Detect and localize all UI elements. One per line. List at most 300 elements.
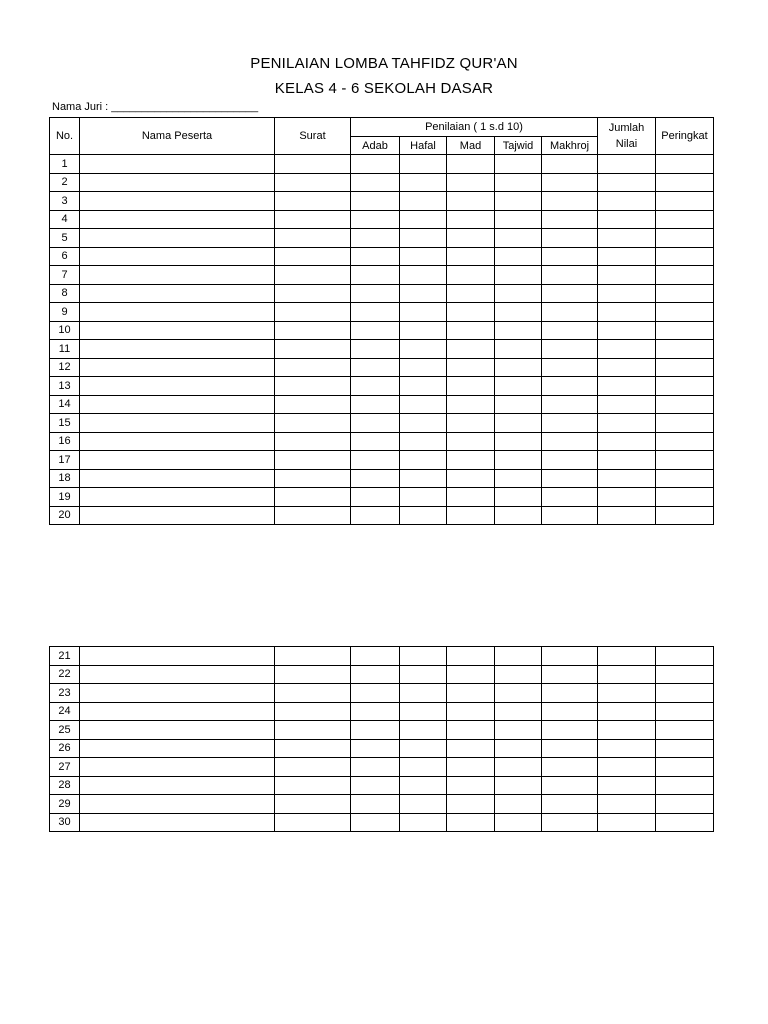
score-cell[interactable] (275, 795, 351, 814)
score-cell[interactable] (542, 414, 598, 433)
score-cell[interactable] (275, 665, 351, 684)
score-cell[interactable] (447, 795, 495, 814)
score-cell[interactable] (400, 377, 447, 396)
score-cell[interactable] (495, 321, 542, 340)
score-cell[interactable] (400, 340, 447, 359)
table-row (50, 414, 714, 433)
score-cell[interactable] (598, 192, 656, 211)
score-cell[interactable] (495, 684, 542, 703)
score-cell[interactable] (598, 813, 656, 832)
score-cell[interactable] (400, 776, 447, 795)
score-table-continued (49, 646, 714, 832)
score-cell[interactable] (351, 340, 400, 359)
score-cell[interactable] (400, 414, 447, 433)
score-cell[interactable] (275, 247, 351, 266)
score-cell[interactable] (542, 395, 598, 414)
table-row (50, 721, 714, 740)
score-cell[interactable] (275, 377, 351, 396)
score-cell[interactable] (542, 702, 598, 721)
score-cell[interactable] (351, 776, 400, 795)
score-cell[interactable] (80, 321, 275, 340)
table-row (50, 340, 714, 359)
score-cell[interactable] (542, 210, 598, 229)
score-cell[interactable] (447, 321, 495, 340)
row-number: 5 (50, 229, 80, 248)
score-cell[interactable] (351, 358, 400, 377)
score-cell[interactable] (351, 469, 400, 488)
score-cell[interactable] (275, 469, 351, 488)
score-cell[interactable] (598, 647, 656, 666)
score-cell[interactable] (351, 395, 400, 414)
score-cell[interactable] (400, 210, 447, 229)
score-cell[interactable] (542, 303, 598, 322)
score-cell[interactable] (275, 358, 351, 377)
score-cell[interactable] (275, 758, 351, 777)
table-row (50, 358, 714, 377)
score-cell[interactable] (656, 469, 714, 488)
score-cell[interactable] (275, 229, 351, 248)
score-cell[interactable] (598, 247, 656, 266)
score-cell[interactable] (351, 647, 400, 666)
score-cell[interactable] (351, 192, 400, 211)
score-cell[interactable] (400, 321, 447, 340)
table-row (50, 776, 714, 795)
score-cell[interactable] (447, 776, 495, 795)
score-cell[interactable] (656, 210, 714, 229)
score-cell[interactable] (656, 506, 714, 525)
score-cell[interactable] (495, 229, 542, 248)
score-cell[interactable] (351, 414, 400, 433)
score-cell[interactable] (447, 395, 495, 414)
score-cell[interactable] (656, 266, 714, 285)
score-cell[interactable] (80, 432, 275, 451)
table-row (50, 229, 714, 248)
score-cell[interactable] (447, 229, 495, 248)
score-cell[interactable] (447, 377, 495, 396)
score-cell[interactable] (80, 229, 275, 248)
row-number: 24 (50, 702, 80, 721)
score-cell[interactable] (598, 665, 656, 684)
score-cell[interactable] (598, 395, 656, 414)
score-cell[interactable] (542, 647, 598, 666)
score-cell[interactable] (542, 155, 598, 174)
score-cell[interactable] (542, 266, 598, 285)
score-cell[interactable] (447, 665, 495, 684)
table-row (50, 665, 714, 684)
score-cell[interactable] (80, 451, 275, 470)
score-cell[interactable] (80, 173, 275, 192)
score-cell[interactable] (351, 284, 400, 303)
score-cell[interactable] (400, 684, 447, 703)
score-cell[interactable] (656, 395, 714, 414)
score-cell[interactable] (275, 173, 351, 192)
score-cell[interactable] (542, 684, 598, 703)
score-cell[interactable] (598, 795, 656, 814)
score-cell[interactable] (542, 721, 598, 740)
score-cell[interactable] (447, 266, 495, 285)
score-cell[interactable] (400, 266, 447, 285)
score-cell[interactable] (542, 173, 598, 192)
score-cell[interactable] (275, 702, 351, 721)
score-cell[interactable] (351, 229, 400, 248)
score-cell[interactable] (495, 451, 542, 470)
score-cell[interactable] (447, 451, 495, 470)
score-cell[interactable] (447, 414, 495, 433)
score-cell[interactable] (447, 813, 495, 832)
score-cell[interactable] (447, 758, 495, 777)
score-cell[interactable] (351, 210, 400, 229)
score-cell[interactable] (400, 229, 447, 248)
score-cell[interactable] (80, 739, 275, 758)
score-cell[interactable] (495, 795, 542, 814)
score-cell[interactable] (447, 155, 495, 174)
score-cell[interactable] (542, 358, 598, 377)
row-number: 7 (50, 266, 80, 285)
header-tajwid: Tajwid (495, 137, 542, 155)
score-cell[interactable] (447, 739, 495, 758)
score-cell[interactable] (351, 321, 400, 340)
score-cell[interactable] (598, 414, 656, 433)
score-cell[interactable] (495, 192, 542, 211)
header-no: No. (50, 118, 80, 155)
score-cell[interactable] (495, 395, 542, 414)
score-cell[interactable] (80, 155, 275, 174)
table-row (50, 758, 714, 777)
score-cell[interactable] (598, 776, 656, 795)
score-cell[interactable] (351, 795, 400, 814)
score-cell[interactable] (495, 432, 542, 451)
score-cell[interactable] (80, 303, 275, 322)
score-cell[interactable] (542, 432, 598, 451)
score-cell[interactable] (656, 377, 714, 396)
score-cell[interactable] (447, 210, 495, 229)
score-cell[interactable] (495, 702, 542, 721)
score-cell[interactable] (598, 758, 656, 777)
score-cell[interactable] (400, 488, 447, 507)
score-cell[interactable] (495, 739, 542, 758)
score-cell[interactable] (598, 358, 656, 377)
score-cell[interactable] (80, 414, 275, 433)
score-cell[interactable] (656, 192, 714, 211)
score-cell[interactable] (351, 247, 400, 266)
score-cell[interactable] (400, 665, 447, 684)
score-cell[interactable] (80, 488, 275, 507)
table-row (50, 647, 714, 666)
score-cell[interactable] (495, 358, 542, 377)
score-cell[interactable] (80, 340, 275, 359)
score-cell[interactable] (80, 506, 275, 525)
score-cell[interactable] (351, 303, 400, 322)
score-cell[interactable] (656, 702, 714, 721)
score-cell[interactable] (400, 451, 447, 470)
score-cell[interactable] (656, 340, 714, 359)
score-cell[interactable] (495, 266, 542, 285)
score-cell[interactable] (598, 702, 656, 721)
score-cell[interactable] (275, 210, 351, 229)
score-cell[interactable] (495, 647, 542, 666)
row-number: 4 (50, 210, 80, 229)
score-cell[interactable] (275, 506, 351, 525)
score-cell[interactable] (542, 229, 598, 248)
score-cell[interactable] (80, 266, 275, 285)
score-cell[interactable] (400, 758, 447, 777)
row-number: 6 (50, 247, 80, 266)
score-cell[interactable] (656, 739, 714, 758)
score-cell[interactable] (542, 451, 598, 470)
score-cell[interactable] (656, 776, 714, 795)
score-cell[interactable] (598, 377, 656, 396)
score-cell[interactable] (400, 647, 447, 666)
score-cell[interactable] (542, 665, 598, 684)
score-cell[interactable] (275, 647, 351, 666)
score-cell[interactable] (656, 321, 714, 340)
score-cell[interactable] (80, 247, 275, 266)
score-cell[interactable] (598, 229, 656, 248)
score-cell[interactable] (598, 173, 656, 192)
table-row (50, 377, 714, 396)
score-cell[interactable] (400, 469, 447, 488)
score-cell[interactable] (351, 432, 400, 451)
score-cell[interactable] (495, 469, 542, 488)
score-cell[interactable] (351, 813, 400, 832)
score-cell[interactable] (598, 284, 656, 303)
score-cell[interactable] (351, 702, 400, 721)
score-cell[interactable] (80, 776, 275, 795)
score-cell[interactable] (656, 684, 714, 703)
score-cell[interactable] (656, 173, 714, 192)
score-cell[interactable] (495, 758, 542, 777)
score-cell[interactable] (656, 647, 714, 666)
score-cell[interactable] (447, 303, 495, 322)
score-cell[interactable] (447, 506, 495, 525)
score-cell[interactable] (447, 340, 495, 359)
score-cell[interactable] (275, 488, 351, 507)
score-cell[interactable] (598, 684, 656, 703)
score-cell[interactable] (400, 739, 447, 758)
score-cell[interactable] (447, 432, 495, 451)
score-cell[interactable] (80, 192, 275, 211)
header-jumlah-line1: Jumlah (608, 122, 645, 134)
score-cell[interactable] (447, 469, 495, 488)
header-jumlah-line2: Nilai (615, 138, 638, 150)
score-cell[interactable] (351, 758, 400, 777)
score-cell[interactable] (656, 665, 714, 684)
score-cell[interactable] (598, 721, 656, 740)
score-cell[interactable] (80, 469, 275, 488)
score-cell[interactable] (275, 813, 351, 832)
table-row (50, 247, 714, 266)
score-cell[interactable] (598, 303, 656, 322)
score-cell[interactable] (495, 377, 542, 396)
score-cell[interactable] (400, 432, 447, 451)
score-cell[interactable] (275, 721, 351, 740)
score-cell[interactable] (656, 432, 714, 451)
row-number: 19 (50, 488, 80, 507)
score-cell[interactable] (598, 739, 656, 758)
score-cell[interactable] (80, 377, 275, 396)
score-cell[interactable] (447, 358, 495, 377)
row-number: 23 (50, 684, 80, 703)
row-number: 3 (50, 192, 80, 211)
score-cell[interactable] (351, 155, 400, 174)
score-cell[interactable] (656, 247, 714, 266)
table-row (50, 684, 714, 703)
score-cell[interactable] (598, 451, 656, 470)
score-cell[interactable] (598, 321, 656, 340)
score-cell[interactable] (656, 229, 714, 248)
score-cell[interactable] (447, 721, 495, 740)
score-cell[interactable] (656, 358, 714, 377)
score-cell[interactable] (447, 647, 495, 666)
score-cell[interactable] (598, 488, 656, 507)
score-cell[interactable] (351, 506, 400, 525)
score-cell[interactable] (275, 684, 351, 703)
score-cell[interactable] (542, 377, 598, 396)
score-cell[interactable] (542, 488, 598, 507)
score-cell[interactable] (495, 284, 542, 303)
row-number: 11 (50, 340, 80, 359)
score-cell[interactable] (351, 684, 400, 703)
score-cell[interactable] (495, 173, 542, 192)
score-cell[interactable] (447, 684, 495, 703)
score-cell[interactable] (656, 414, 714, 433)
score-cell[interactable] (598, 340, 656, 359)
score-cell[interactable] (80, 358, 275, 377)
score-cell[interactable] (495, 340, 542, 359)
score-cell[interactable] (275, 395, 351, 414)
score-cell[interactable] (495, 813, 542, 832)
score-cell[interactable] (495, 247, 542, 266)
score-cell[interactable] (275, 284, 351, 303)
score-cell[interactable] (80, 758, 275, 777)
score-cell[interactable] (542, 340, 598, 359)
score-cell[interactable] (495, 414, 542, 433)
score-cell[interactable] (275, 155, 351, 174)
score-cell[interactable] (542, 739, 598, 758)
score-cell[interactable] (400, 506, 447, 525)
score-cell[interactable] (80, 684, 275, 703)
score-cell[interactable] (275, 321, 351, 340)
score-cell[interactable] (400, 192, 447, 211)
score-cell[interactable] (275, 776, 351, 795)
score-cell[interactable] (80, 795, 275, 814)
score-cell[interactable] (400, 702, 447, 721)
score-cell[interactable] (447, 192, 495, 211)
score-cell[interactable] (80, 813, 275, 832)
score-cell[interactable] (400, 395, 447, 414)
score-cell[interactable] (351, 377, 400, 396)
score-cell[interactable] (656, 303, 714, 322)
score-cell[interactable] (80, 665, 275, 684)
score-cell[interactable] (447, 173, 495, 192)
score-cell[interactable] (400, 358, 447, 377)
score-cell[interactable] (542, 758, 598, 777)
score-cell[interactable] (542, 506, 598, 525)
judge-name-label: Nama Juri : ________________________ (52, 101, 259, 113)
score-cell[interactable] (656, 758, 714, 777)
score-cell[interactable] (495, 210, 542, 229)
score-cell[interactable] (495, 506, 542, 525)
score-cell[interactable] (275, 303, 351, 322)
score-cell[interactable] (275, 340, 351, 359)
score-cell[interactable] (275, 192, 351, 211)
score-cell[interactable] (80, 702, 275, 721)
score-cell[interactable] (80, 721, 275, 740)
score-cell[interactable] (351, 173, 400, 192)
score-cell[interactable] (542, 813, 598, 832)
score-cell[interactable] (400, 813, 447, 832)
score-cell[interactable] (351, 451, 400, 470)
score-cell[interactable] (495, 665, 542, 684)
score-cell[interactable] (656, 813, 714, 832)
score-cell[interactable] (447, 702, 495, 721)
score-cell[interactable] (542, 192, 598, 211)
score-cell[interactable] (400, 247, 447, 266)
score-cell[interactable] (495, 776, 542, 795)
score-cell[interactable] (542, 321, 598, 340)
score-cell[interactable] (542, 284, 598, 303)
score-cell[interactable] (275, 451, 351, 470)
score-cell[interactable] (598, 469, 656, 488)
score-cell[interactable] (80, 647, 275, 666)
score-cell[interactable] (351, 665, 400, 684)
score-cell[interactable] (351, 739, 400, 758)
score-cell[interactable] (598, 266, 656, 285)
score-cell[interactable] (275, 266, 351, 285)
score-cell[interactable] (80, 284, 275, 303)
score-cell[interactable] (275, 432, 351, 451)
score-cell[interactable] (598, 155, 656, 174)
score-cell[interactable] (351, 488, 400, 507)
score-cell[interactable] (598, 506, 656, 525)
score-cell[interactable] (495, 303, 542, 322)
score-cell[interactable] (542, 247, 598, 266)
score-cell[interactable] (656, 284, 714, 303)
row-number: 2 (50, 173, 80, 192)
score-cell[interactable] (495, 155, 542, 174)
score-cell[interactable] (656, 451, 714, 470)
score-cell[interactable] (351, 721, 400, 740)
score-cell[interactable] (400, 284, 447, 303)
score-cell[interactable] (656, 155, 714, 174)
score-cell[interactable] (400, 155, 447, 174)
score-cell[interactable] (400, 303, 447, 322)
score-cell[interactable] (542, 469, 598, 488)
score-cell[interactable] (400, 795, 447, 814)
score-cell[interactable] (495, 721, 542, 740)
header-mad: Mad (447, 137, 495, 155)
score-cell[interactable] (656, 721, 714, 740)
score-cell[interactable] (400, 173, 447, 192)
score-cell[interactable] (447, 247, 495, 266)
score-cell[interactable] (275, 414, 351, 433)
score-cell[interactable] (447, 284, 495, 303)
score-cell[interactable] (598, 432, 656, 451)
score-cell[interactable] (351, 266, 400, 285)
score-cell[interactable] (495, 488, 542, 507)
score-cell[interactable] (80, 395, 275, 414)
score-cell[interactable] (400, 721, 447, 740)
score-cell[interactable] (598, 210, 656, 229)
score-cell[interactable] (542, 776, 598, 795)
table-row (50, 173, 714, 192)
score-cell[interactable] (275, 739, 351, 758)
score-cell[interactable] (447, 488, 495, 507)
score-cell[interactable] (542, 795, 598, 814)
score-cell[interactable] (656, 795, 714, 814)
score-cell[interactable] (80, 210, 275, 229)
score-cell[interactable] (656, 488, 714, 507)
